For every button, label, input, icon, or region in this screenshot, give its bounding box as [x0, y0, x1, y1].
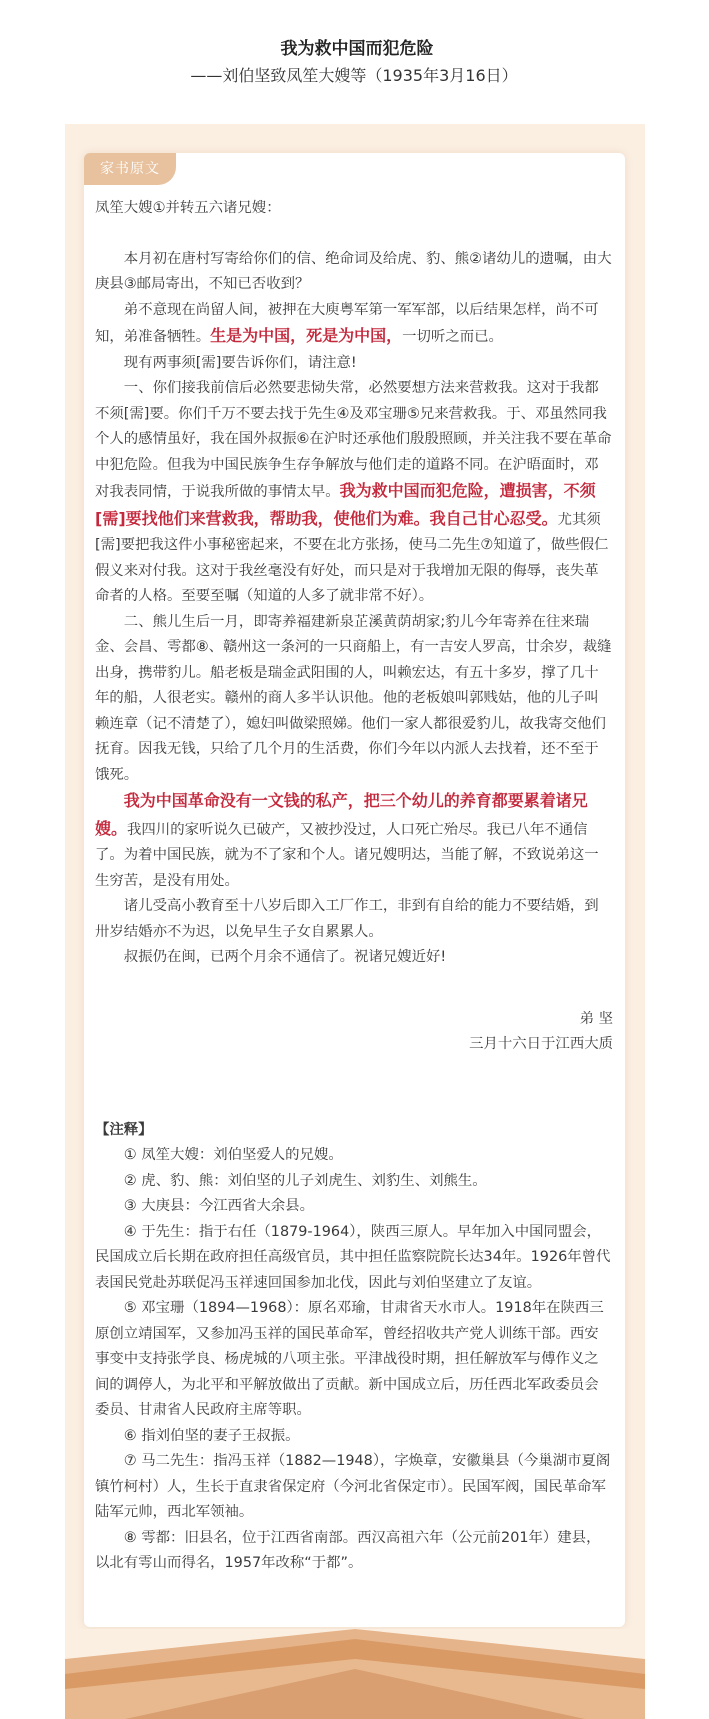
paragraph: 弟不意现在尚留人间，被押在大庾粤军第一军军部，以后结果怎样，尚不可知，弟准备牺牲。生是为中国，死是为中国，一切听之而已。: [95, 301, 599, 345]
page-subtitle: ——刘伯坚致凤笙大嫂等（1935年3月16日）: [190, 66, 518, 85]
highlight-text: 我为中国革命没有一文钱的私产，把三个幼儿的养育都要累着诸兄嫂。: [95, 791, 588, 838]
note-item: ③ 大庚县：今江西省大余县。: [123, 1198, 314, 1214]
highlight-text: 生是为中国，死是为中国，: [210, 326, 403, 345]
note-item: ① 凤笙大嫂：刘伯坚爱人的兄嫂。: [123, 1147, 343, 1163]
notes-list: [95, 1143, 613, 1577]
note-item: ② 虎、豹、熊：刘伯坚的儿子刘虎生、刘豹生、刘熊生。: [123, 1172, 487, 1189]
note-item: ④ 于先生：指于右任（1879-1964），陕西三原人。早年加入中国同盟会，民国成立后长期在政府担任高级官员，其中担任监察院院长达34年。1926年曾代表国民党赴苏联促冯玉祥速回国参加北伐，因此与刘伯坚建立了友谊。: [95, 1223, 611, 1291]
header: [0, 0, 709, 120]
note-item: ⑤ 邓宝珊（1894—1968）：原名邓瑜，甘肃省天水市人。1918年在陕西三原创立靖国军，又参加冯玉祥的国民革命军，曾经招收共产党人训练干部。西安事变中支持张学良、杨虎城的八项主张。平津战役时期，担任解放军与傅作义之间的调停人，为北平和平解放做出了贡献。新中国成立后，历任西北军政委员会委员、甘肃省人民政府主席等职。: [95, 1300, 604, 1418]
letter-content: [95, 196, 613, 1577]
page-title: 我为救中国而犯危险: [280, 39, 434, 59]
highlight-text: 我为救中国而犯危险，遭损害，不须[需]要找他们来营救我，帮助我，使他们为难。我自己甘心忍受。: [95, 481, 596, 528]
note-item: ⑧ 雩都：旧县名，位于江西省南部。西汉高祖六年（公元前201年）建县，以北有雩山而得名，1957年改称“于都”。: [95, 1529, 601, 1571]
paragraph: 我为中国革命没有一文钱的私产，把三个幼儿的养育都要累着诸兄嫂。我四川的家听说久已破产，又被抄没过，人口死亡殆尽。我已八年不通信了。为着中国民族，就为不了家和个人。诸兄嫂明达，当能了解，不致说弟这一生穷苦，是没有用处。: [95, 791, 599, 889]
salutation: 凤笙大嫂①并转五六诸兄嫂：: [95, 200, 281, 216]
paragraph: 现有两事须[需]要告诉你们，请注意!: [123, 354, 357, 371]
paragraph: 叔振仍在闽，已两个月余不通信了。祝诸兄嫂近好!: [123, 949, 447, 965]
paragraph: 一、你们接我前信后必然要悲恸失常，必然要想方法来营救我。这对于我都不须[需]要。你们千万不要去找于先生④及邓宝珊⑤兄来营救我。于、邓虽然同我个人的感情虽好，我在国外叔振⑥在沪时还承他们殷殷照顾，并关注我不要在革命中犯危险。但我为中国民族争生存争解放与他们走的道路不同。在沪晤面时，邓对我表同情，于说我所做的事情太早。我为救中国而犯危险，遭损害，不须[需]要找他们来营救我，帮助我，使他们为难。我自己甘心忍受。尤其须[需]要把我这件小事秘密起来，不要在北方张扬，使马二先生⑦知道了，做些假仁假义来对付我。这对于我丝毫没有好处，而只是对于我增加无限的侮辱，丧失革命者的人格。至要至嘱（知道的人多了就非常不好）。: [95, 380, 612, 604]
signature-name: 弟 坚: [579, 1010, 613, 1027]
section-tag: 家书原文: [84, 153, 176, 185]
bottom-decoration: [65, 1629, 645, 1719]
note-item: ⑦ 马二先生：指冯玉祥（1882—1948），字焕章，安徽巢县（今巢湖市夏阁镇竹柯村）人，生长于直隶省保定府（今河北省保定市）。民国军阀，国民革命军陆军元帅，西北军领袖。: [95, 1453, 611, 1520]
paragraph: 诸儿受高小教育至十八岁后即入工厂作工，非到有自给的能力不要结婚，到卅岁结婚亦不为迟，以免早生子女自累累人。: [95, 898, 599, 940]
signature-date: 三月十六日于江西大质: [469, 1036, 613, 1052]
paragraph: 本月初在唐村写寄给你们的信、绝命词及给虎、豹、熊②诸幼儿的遗嘱，由大庚县③邮局寄出，不知已否收到？: [95, 250, 612, 292]
note-item: ⑥ 指刘伯坚的妻子王叔振。: [123, 1427, 300, 1444]
decorative-shape: [65, 1629, 645, 1719]
notes-heading: 【注释】: [95, 1121, 153, 1138]
paragraph: 二、熊儿生后一月，即寄养福建新泉芷溪黄荫胡家;豹儿今年寄养在往来瑞金、会昌、雩都⑧、赣州这一条河的一只商船上，有一吉安人罗高，廿余岁，裁缝出身，携带豹儿。船老板是瑞金武阳围的人，叫赖宏达，有五十多岁，撑了几十年的船，人很老实。赣州的商人多半认识他。他的老板娘叫郭贱姑，他的儿子叫赖连章（记不清楚了），媳妇叫做梁照娣。他们一家人都很爱豹儿，故我寄交他们抚育。因我无钱，只给了几个月的生活费，你们今年以内派人去找着，还不至于饿死。: [95, 613, 612, 783]
